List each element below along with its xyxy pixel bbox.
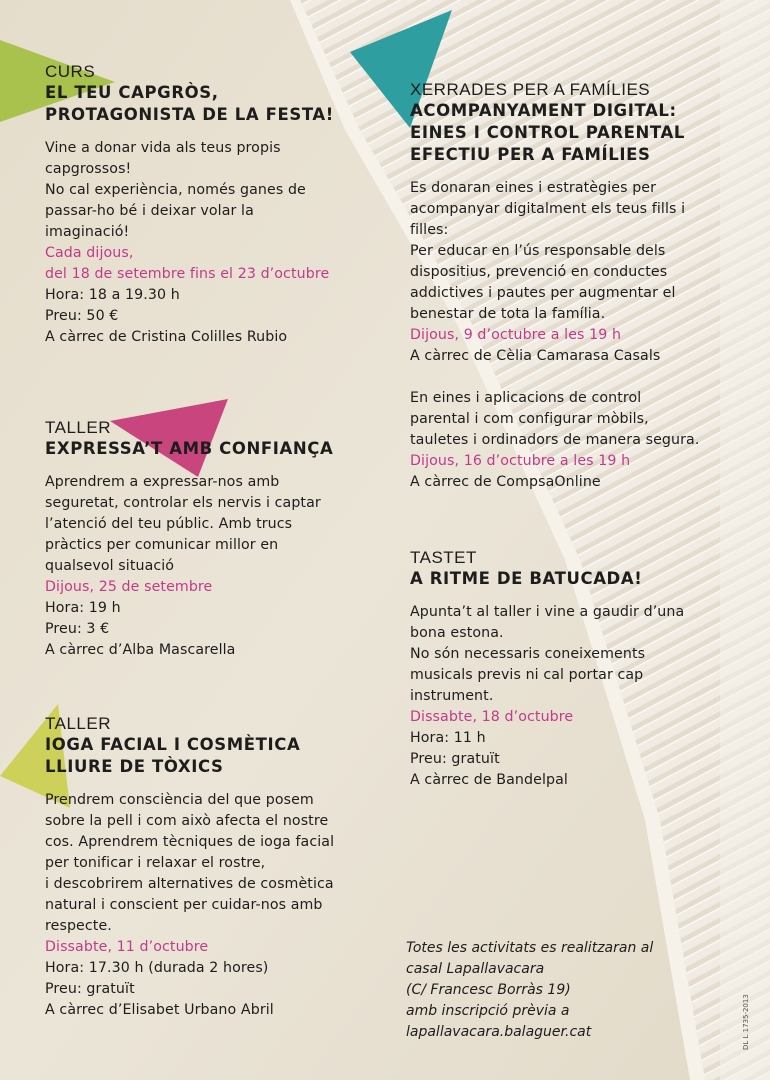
curs-description: Vine a donar vida als teus propis capgrossos! No cal experiència, només ganes de passar-ho bé i deixar volar la imaginació! Cada dijous, del 18 de setembre fins el 23 d’octubre Hora: 18 a 19.30 h Preu: 50 € A càrrec de Cristina Colilles Rubio — [45, 138, 365, 348]
curs-carrec: A càrrec de Cristina Colilles Rubio — [45, 329, 288, 345]
xerrades-date-1: Dijous, 9 d’octubre a les 19 h — [410, 327, 622, 343]
website-link[interactable]: lapallavacara.balaguer.cat — [406, 1024, 592, 1040]
curs-date-range: del 18 de setembre fins el 23 d’octubre — [45, 266, 330, 282]
curs-title: EL TEU CAPGRÒS, PROTAGONISTA DE LA FESTA! — [45, 83, 334, 124]
tastet-description: Apunta’t al taller i vine a gaudir d’una bona estona. No són necessaris coneixements musicals previs ni cal portar cap instrument. Dissabte, 18 d’octubre Hora: 11 h Preu: gratuït A càrrec de Bandelpal — [410, 602, 730, 791]
taller-expressat-preu: Preu: 3 € — [45, 621, 110, 637]
taller-expressat-hora: Hora: 19 h — [45, 600, 121, 616]
xerrades-carrec-2: A càrrec de CompsaOnline — [410, 474, 601, 490]
info-note: Totes les activitats es realitzaran al casal Lapallavacara (C/ Francesc Borràs 19) amb inscripció prèvia a lapallavacara.balaguer.cat — [406, 938, 706, 1043]
tastet-section — [410, 548, 730, 791]
xerrades-title: ACOMPANYAMENT DIGITAL: EINES I CONTROL PARENTAL EFECTIU PER A FAMÍLIES — [410, 101, 685, 164]
curs-section — [45, 62, 365, 348]
taller-expressat-section — [45, 418, 375, 661]
xerrades-carrec-1: A càrrec de Cèlia Camarasa Casals — [410, 348, 661, 364]
tastet-category: TASTET — [410, 548, 477, 567]
curs-category: CURS — [45, 62, 96, 81]
taller-ioga-hora: Hora: 17.30 h (durada 2 hores) — [45, 960, 269, 976]
tastet-preu: Preu: gratuït — [410, 751, 500, 767]
xerrades-date-2: Dijous, 16 d’octubre a les 19 h — [410, 453, 631, 469]
tastet-hora: Hora: 11 h — [410, 730, 486, 746]
tastet-date: Dissabte, 18 d’octubre — [410, 709, 574, 725]
taller-expressat-title: EXPRESSA’T AMB CONFIANÇA — [45, 439, 334, 458]
taller-ioga-preu: Preu: gratuït — [45, 981, 135, 997]
taller-ioga-section — [45, 714, 375, 1021]
taller-ioga-description: Prendrem consciència del que posem sobre la pell i com això afecta el nostre cos. Aprendrem tècniques de ioga facial per tonificar i relaxar el rostre, i descobrirem alternatives de cosmètica natural i conscient per cuidar-nos amb respecte. Dissabte, 11 d’octubre Hora: 17.30 h (durada 2 hores) Preu: gratuït A càrrec d’Elisabet Urbano Abril — [45, 790, 375, 1021]
taller-ioga-carrec: A càrrec d’Elisabet Urbano Abril — [45, 1002, 274, 1018]
curs-hora: Hora: 18 a 19.30 h — [45, 287, 180, 303]
curs-preu: Preu: 50 € — [45, 308, 119, 324]
taller-ioga-date: Dissabte, 11 d’octubre — [45, 939, 209, 955]
tastet-carrec: A càrrec de Bandelpal — [410, 772, 568, 788]
taller-expressat-description: Aprendrem a expressar-nos amb seguretat, controlar els nervis i captar l’atenció del teu públic. Amb trucs pràctics per comunicar millor en qualsevol situació Dijous, 25 de setembre Hora: 19 h Preu: 3 € A càrrec d’Alba Mascarella — [45, 472, 375, 661]
taller-ioga-category: TALLER — [45, 714, 111, 733]
taller-expressat-category: TALLER — [45, 418, 111, 437]
xerrades-description: Es donaran eines i estratègies per acompanyar digitalment els teus fills i filles: Per educar en l’ús responsable dels dispositius, prevenció en conductes addictives i pautes per augmentar el benestar de tota la família. Dijous, 9 d’octubre a les 19 h A càrrec de Cèlia Camarasa Casals En eines i aplicacions de control parental i com configurar mòbils, tauletes i ordinadors de manera segura. Dijous, 16 d’octubre a les 19 h A càrrec de CompsaOnline — [410, 178, 730, 493]
tastet-title: A RITME DE BATUCADA! — [410, 569, 643, 588]
taller-ioga-title: IOGA FACIAL I COSMÈTICA LLIURE DE TÒXICS — [45, 735, 301, 776]
xerrades-section — [410, 80, 730, 493]
legal-deposit: DL L 1735-2013 — [742, 994, 750, 1050]
taller-expressat-date: Dijous, 25 de setembre — [45, 579, 213, 595]
xerrades-category: XERRADES PER A FAMÍLIES — [410, 80, 651, 99]
taller-expressat-carrec: A càrrec d’Alba Mascarella — [45, 642, 236, 658]
curs-date: Cada dijous, — [45, 245, 134, 261]
